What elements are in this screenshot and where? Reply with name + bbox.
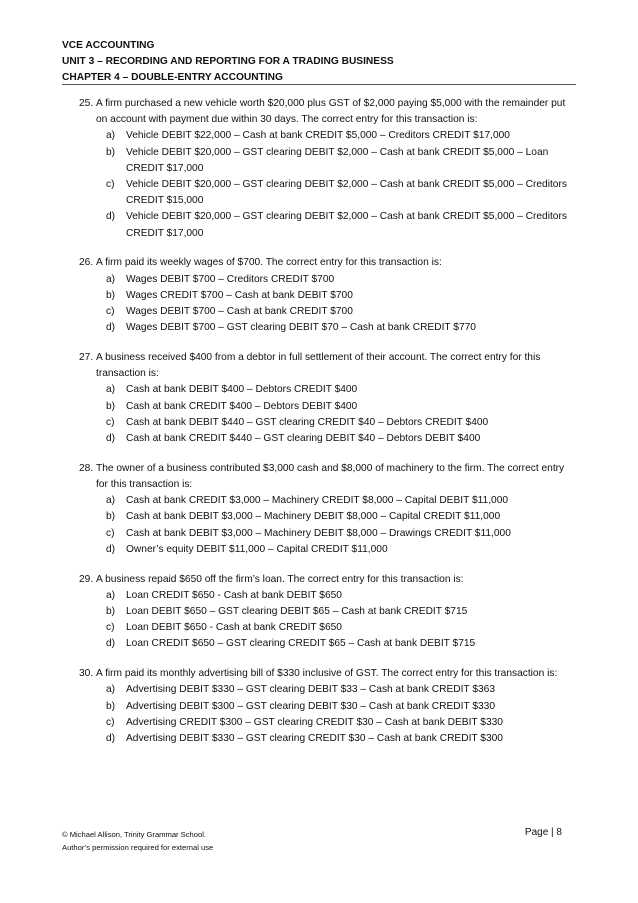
option-letter: a)	[106, 684, 116, 696]
question-item	[79, 572, 571, 653]
question-list	[79, 96, 571, 761]
option-text: Loan DEBIT $650 – GST clearing DEBIT $65 – Cash at bank CREDIT $715	[126, 606, 468, 618]
option-letter: b)	[106, 700, 116, 712]
option-letter: a)	[106, 384, 116, 396]
answer-option	[106, 177, 571, 209]
answer-options	[79, 588, 571, 653]
question-stem	[79, 255, 571, 271]
question-number: 25.	[79, 98, 94, 109]
option-letter: c)	[106, 416, 115, 428]
option-letter: c)	[106, 179, 115, 191]
page-header	[62, 38, 576, 86]
option-letter: b)	[106, 146, 116, 158]
answer-option	[106, 715, 571, 731]
header-divider	[62, 84, 576, 85]
option-letter: b)	[106, 511, 116, 523]
question-item	[79, 350, 571, 447]
option-text: Wages DEBIT $700 – Creditors CREDIT $700	[126, 273, 335, 285]
option-letter: a)	[106, 495, 116, 507]
question-text: The owner of a business contributed $3,000 cash and $8,000 of machinery to the firm. The correct entry for this transaction is:	[96, 462, 565, 491]
option-letter: d)	[106, 543, 116, 555]
option-letter: b)	[106, 400, 116, 412]
answer-option	[106, 731, 571, 747]
answer-option	[106, 145, 571, 177]
option-text: Owner’s equity DEBIT $11,000 – Capital CREDIT $11,000	[126, 543, 388, 555]
option-text: Loan CREDIT $650 - Cash at bank DEBIT $650	[126, 589, 342, 601]
option-text: Vehicle DEBIT $20,000 – GST clearing DEBIT $2,000 – Cash at bank CREDIT $5,000 – Creditors CREDIT $17,000	[126, 211, 567, 239]
question-text: A firm purchased a new vehicle worth $20,000 plus GST of $2,000 paying $5,000 with the remainder put on account with payment due within 30 days. The correct entry for this transaction is:	[96, 98, 566, 126]
footer-copyright: © Michael Allison, Trinity Grammar School.	[62, 830, 207, 839]
question-number: 29.	[79, 573, 94, 585]
answer-option	[106, 636, 571, 652]
question-stem	[79, 461, 571, 493]
option-text: Cash at bank DEBIT $3,000 – Machinery DEBIT $8,000 – Drawings CREDIT $11,000	[126, 527, 511, 539]
question-text: A business repaid $650 off the firm’s loan. The correct entry for this transaction is:	[96, 573, 464, 585]
answer-option	[106, 509, 571, 525]
question-stem	[79, 572, 571, 588]
option-text: Vehicle DEBIT $20,000 – GST clearing DEBIT $2,000 – Cash at bank CREDIT $5,000 – Loan CREDIT $17,000	[126, 146, 549, 174]
answer-option	[106, 526, 571, 542]
footer-credits	[62, 829, 213, 854]
question-stem	[79, 666, 571, 682]
question-item	[79, 461, 571, 558]
option-text: Cash at bank DEBIT $400 – Debtors CREDIT $400	[126, 384, 358, 396]
option-text: Cash at bank DEBIT $440 – GST clearing CREDIT $40 – Debtors CREDIT $400	[126, 416, 489, 428]
option-letter: a)	[106, 130, 116, 142]
answer-option	[106, 542, 571, 558]
option-letter: b)	[106, 289, 116, 301]
question-text: A firm paid its weekly wages of $700. The correct entry for this transaction is:	[96, 257, 442, 269]
answer-option	[106, 399, 571, 415]
option-text: Vehicle DEBIT $20,000 – GST clearing DEBIT $2,000 – Cash at bank CREDIT $5,000 – Creditors CREDIT $15,000	[126, 179, 567, 207]
option-letter: c)	[106, 306, 115, 318]
option-text: Cash at bank CREDIT $400 – Debtors DEBIT $400	[126, 400, 358, 412]
header-chapter: CHAPTER 4 – DOUBLE-ENTRY ACCOUNTING	[62, 72, 283, 83]
answer-options	[79, 493, 571, 558]
option-letter: d)	[106, 733, 116, 745]
option-text: Advertising DEBIT $300 – GST clearing DEBIT $30 – Cash at bank CREDIT $330	[126, 700, 496, 712]
question-text: A business received $400 from a debtor in full settlement of their account. The correct entry for this transaction is:	[96, 352, 541, 380]
answer-option	[106, 272, 571, 288]
footer-permission: Author’s permission required for external use	[62, 842, 214, 852]
option-text: Wages DEBIT $700 – GST clearing DEBIT $70 – Cash at bank CREDIT $770	[126, 322, 476, 334]
answer-option	[106, 304, 571, 320]
question-number: 26.	[79, 257, 94, 269]
question-item	[79, 96, 571, 242]
answer-options	[79, 382, 571, 447]
answer-option	[106, 320, 571, 336]
option-letter: c)	[106, 527, 115, 539]
option-text: Loan DEBIT $650 - Cash at bank CREDIT $650	[126, 622, 342, 634]
option-text: Vehicle DEBIT $22,000 – Cash at bank CREDIT $5,000 – Creditors CREDIT $17,000	[126, 130, 510, 142]
option-letter: c)	[106, 622, 115, 634]
option-text: Loan CREDIT $650 – GST clearing CREDIT $65 – Cash at bank DEBIT $715	[126, 638, 476, 650]
option-text: Wages CREDIT $700 – Cash at bank DEBIT $700	[126, 289, 353, 301]
question-number: 27.	[79, 352, 94, 364]
option-letter: d)	[106, 322, 116, 334]
option-letter: d)	[106, 211, 116, 223]
option-letter: d)	[106, 433, 116, 445]
answer-option	[106, 415, 571, 431]
header-unit: UNIT 3 – RECORDING AND REPORTING FOR A TRADING BUSINESS	[62, 56, 394, 67]
option-letter: a)	[106, 273, 116, 285]
answer-options	[79, 272, 571, 337]
question-item	[79, 666, 571, 747]
answer-option	[106, 431, 571, 447]
question-stem	[79, 350, 571, 382]
answer-option	[106, 382, 571, 398]
option-text: Advertising DEBIT $330 – GST clearing DEBIT $33 – Cash at bank CREDIT $363	[126, 684, 496, 696]
answer-option	[106, 493, 571, 509]
question-text: A firm paid its monthly advertising bill of $330 inclusive of GST. The correct entry for this transaction is:	[96, 668, 558, 680]
option-letter: c)	[106, 716, 115, 728]
option-text: Cash at bank DEBIT $3,000 – Machinery DEBIT $8,000 – Capital CREDIT $11,000	[126, 511, 501, 523]
option-text: Advertising CREDIT $300 – GST clearing CREDIT $30 – Cash at bank DEBIT $330	[126, 716, 503, 728]
header-subject: VCE ACCOUNTING	[62, 40, 155, 51]
option-text: Cash at bank CREDIT $440 – GST clearing DEBIT $40 – Debtors DEBIT $400	[126, 433, 481, 445]
question-number: 30.	[79, 668, 94, 680]
question-stem	[79, 96, 571, 128]
answer-option	[106, 209, 571, 241]
answer-option	[106, 288, 571, 304]
answer-option	[106, 128, 571, 144]
option-text: Cash at bank CREDIT $3,000 – Machinery CREDIT $8,000 – Capital DEBIT $11,000	[126, 495, 509, 507]
page-number: Page | 8	[524, 827, 562, 838]
option-letter: b)	[106, 606, 116, 618]
answer-option	[106, 588, 571, 604]
answer-option	[106, 620, 571, 636]
answer-options	[79, 128, 571, 241]
question-number: 28.	[79, 462, 94, 474]
option-letter: a)	[106, 589, 116, 601]
option-text: Advertising DEBIT $330 – GST clearing CREDIT $30 – Cash at bank CREDIT $300	[126, 733, 503, 745]
answer-options	[79, 682, 571, 747]
option-text: Wages DEBIT $700 – Cash at bank CREDIT $700	[126, 306, 353, 318]
answer-option	[106, 604, 571, 620]
answer-option	[106, 682, 571, 698]
option-letter: d)	[106, 638, 116, 650]
question-item	[79, 255, 571, 336]
answer-option	[106, 699, 571, 715]
